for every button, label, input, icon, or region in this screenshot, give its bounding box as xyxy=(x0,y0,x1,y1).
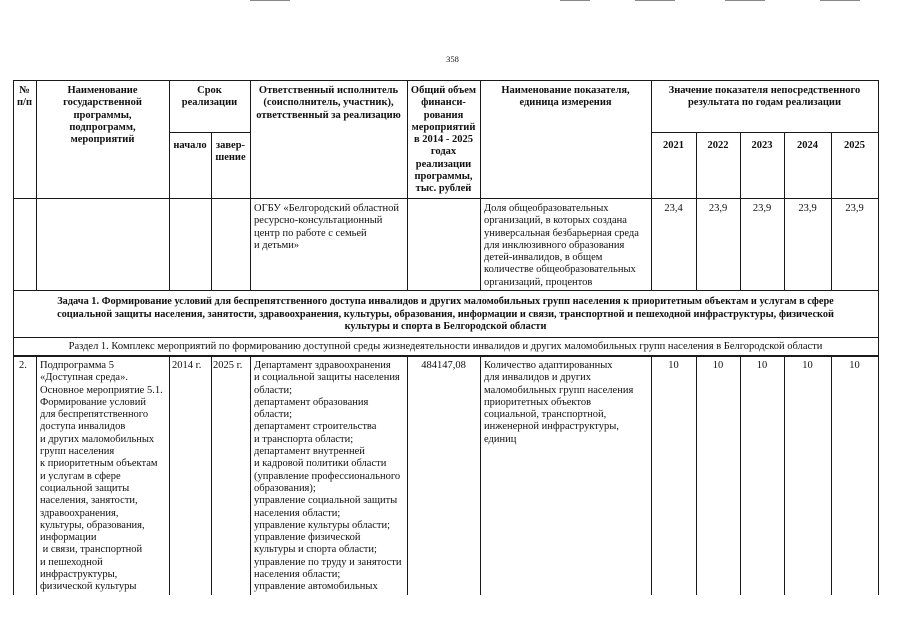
header-executor: Ответственный исполнитель (соисполнитель, участник), ответственный за реализацию xyxy=(256,85,401,121)
header-program-name: Наименование государственной программы, подпрограмм, мероприятий xyxy=(63,85,142,146)
table-rule xyxy=(13,355,878,357)
header-year: 2024 xyxy=(797,140,818,151)
table-rule xyxy=(13,290,878,291)
scan-edge-line xyxy=(725,0,765,1)
table-rule xyxy=(831,355,832,595)
table-rule xyxy=(651,355,652,595)
scan-edge-line xyxy=(560,0,590,1)
row2-value: 10 xyxy=(756,360,768,371)
scan-edge-line xyxy=(820,0,860,1)
table-rule xyxy=(36,355,37,595)
header-values: Значение показателя непосредственного результата по годам реализации xyxy=(668,85,861,109)
row2-start: 2014 г. xyxy=(172,360,202,371)
task-heading: Задача 1. Формирование условий для беспрепятственного доступа инвалидов и других маломобильных групп населения к приоритетным объектам и услугам в сфере социальной защиты населения, занятости, здравоохранения, культуры, образования, информации и связи, транспортной и пешеходной инфраструктуры, физической культуры и спорта в Белгородской области xyxy=(57,296,834,332)
page-number: 358 xyxy=(446,54,459,64)
row1-value: 23,4 xyxy=(664,203,683,214)
table-rule xyxy=(651,132,878,133)
row1-executor: ОГБУ «Белгородский областной ресурсно-консультационный центр по работе с семьей и детьми» xyxy=(254,203,399,251)
header-funding-volume: Общий объем финанси- рования мероприятий в 2014 - 2025 годах реализации программы, тыс. рублей xyxy=(410,85,477,195)
header-period-start: начало xyxy=(173,140,207,151)
row2-value: 10 xyxy=(802,360,813,371)
table-rule xyxy=(250,355,251,595)
table-rule xyxy=(784,355,785,595)
table-rule xyxy=(480,355,481,595)
scan-edge-line xyxy=(635,0,675,1)
row1-value: 23,9 xyxy=(708,203,728,214)
table-rule xyxy=(169,80,170,290)
table-rule xyxy=(211,355,212,595)
header-year: 2023 xyxy=(751,140,773,151)
row2-value: 10 xyxy=(849,360,860,371)
header-period: Срок реализации xyxy=(181,85,238,109)
row1-value: 23,9 xyxy=(798,203,817,214)
row2-value: 10 xyxy=(712,360,724,371)
header-period-end: завер- шение xyxy=(215,140,246,164)
header-indicator: Наименование показателя, единица измерения xyxy=(501,85,630,109)
row2-indicator: Количество адаптированных для инвалидов и других маломобильных групп населения приоритетных объектов социальной, транспортной, инженерной инфраструктуры, единиц xyxy=(484,360,634,445)
header-year: 2021 xyxy=(663,140,684,151)
table-rule xyxy=(407,355,408,595)
header-year: 2025 xyxy=(844,140,865,151)
row1-value: 23,9 xyxy=(845,203,864,214)
row2-executor: Департамент здравоохранения и социальной защиты населения области; департамент образования области; департамент строительства и транспорта области; департамент внутренней и кадровой политики области (управление профессионального образования); управление социальной защиты населения области; управление культуры области; управление физической культуры и спорта области; управление по труду и занятости населения области; управление автомобильных xyxy=(254,360,402,593)
table-rule xyxy=(169,132,250,133)
section-heading: Раздел 1. Комплекс мероприятий по формированию доступной среды жизнедеятельности инвалидов и других маломобильных групп населения в Белгородской области xyxy=(68,341,823,352)
row2-end: 2025 г. xyxy=(213,360,243,371)
table-rule xyxy=(651,80,652,290)
row2-program-name: Подпрограмма 5 «Доступная среда». Основное мероприятие 5.1. Формирование условий для беспрепятственного доступа инвалидов и других маломобильных групп населения к приоритетным объектам и услугам в сфере социальной защиты населения, занятости, здравоохранения, культуры, образования, информации и связи, транспортной и пешеходной инфраструктуры, физической культуры xyxy=(40,360,163,593)
row2-num: 2. xyxy=(19,360,27,371)
table-rule xyxy=(13,337,878,338)
table-rule xyxy=(740,355,741,595)
table-rule xyxy=(696,355,697,595)
table-rule xyxy=(480,80,481,290)
table-rule xyxy=(13,80,14,595)
row1-indicator: Доля общеобразовательных организаций, в которых создана универсальная безбарьерная среда для инклюзивного образования детей-инвалидов, в общем количестве общеобразовательных организаций, процентов xyxy=(484,203,639,288)
row2-value: 10 xyxy=(668,360,679,371)
table-rule xyxy=(878,80,879,595)
table-rule xyxy=(13,198,878,199)
header-num: № п/п xyxy=(16,85,33,109)
table-rule xyxy=(13,80,878,81)
scan-edge-line xyxy=(250,0,290,1)
header-year: 2022 xyxy=(707,140,729,151)
table-rule xyxy=(169,355,170,595)
row2-volume: 484147,08 xyxy=(421,360,466,371)
row1-value: 23,9 xyxy=(752,203,772,214)
